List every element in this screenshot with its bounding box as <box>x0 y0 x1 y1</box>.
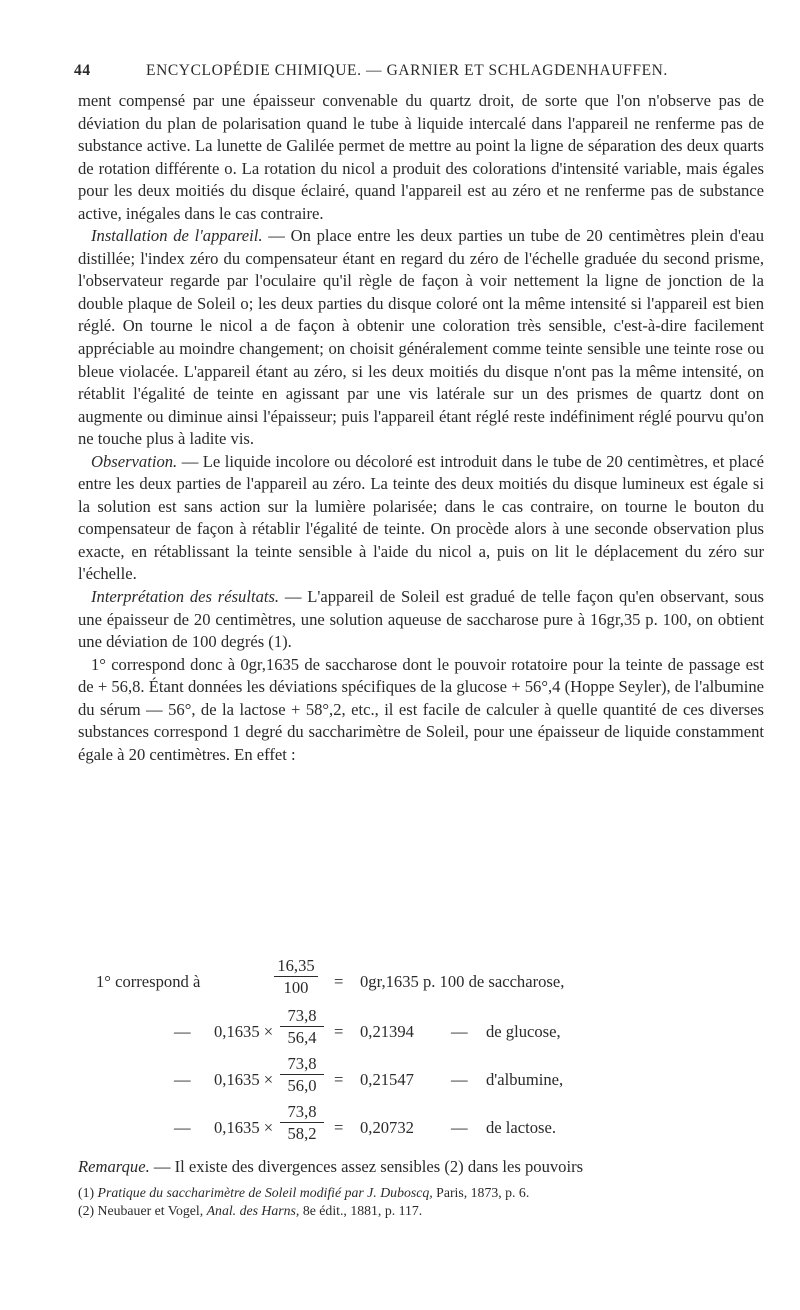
fraction-bar <box>280 1026 324 1027</box>
formula-substance: d'albumine, <box>486 1070 564 1089</box>
page-number: 44 <box>74 62 91 79</box>
formula-row-albumine <box>78 1054 764 1102</box>
section-heading: Installation de l'appareil. <box>91 226 263 246</box>
formula-row-lactose <box>78 1102 764 1150</box>
equals-sign: = <box>334 1118 344 1137</box>
formula-dash: — <box>451 1118 468 1137</box>
remark-text: — Il existe des divergences assez sensibles (2) dans les pouvoirs <box>149 1157 584 1176</box>
footnote-1 <box>78 1184 768 1202</box>
paragraph-text: 1° correspond donc à 0gr,1635 de saccharose dont le pouvoir rotatoire pour la teinte de passage est de + 56,8. Étant données les déviations spécifiques de la glucose + 56°,4 (Hoppe Seyler), de l'albumine du sérum — 56°, de la lactose + 58°,2, etc., il est facile de calculer à quelle quantité de ces diverses substances correspond 1 degré du saccharimètre de Soleil, pour une épaisseur de liquide constamment égale à 20 centimètres. En effet : <box>78 654 764 764</box>
fraction <box>278 1006 326 1047</box>
footnotes <box>78 1184 768 1220</box>
fraction-bar <box>280 1122 324 1123</box>
remark-heading: Remarque. <box>78 1157 150 1176</box>
equals-sign: = <box>334 1022 344 1041</box>
paragraph-interpretation <box>78 586 764 654</box>
fraction-denominator: 100 <box>283 978 309 997</box>
paragraph-continuation <box>78 90 764 225</box>
fraction-denominator: 58,2 <box>287 1124 317 1143</box>
footnote-2 <box>78 1202 768 1220</box>
fraction-denominator: 56,4 <box>287 1028 317 1047</box>
formula-prefix: — <box>174 1118 191 1137</box>
formula-dash: — <box>451 1022 468 1041</box>
formula-result: 0,21394 <box>360 1022 414 1041</box>
section-heading: Observation. <box>91 451 178 471</box>
remark-line <box>78 1156 768 1178</box>
section-heading: Interprétation des résultats. <box>91 587 280 607</box>
footnote-text: 8e édit., 1881, p. 117. <box>299 1203 423 1218</box>
formula-result: 0gr,1635 p. 100 de saccharose, <box>360 972 565 991</box>
formula-multiplier: 0,1635 × <box>214 1022 274 1041</box>
fraction <box>278 1054 326 1095</box>
formula-row-saccharose <box>78 956 764 1004</box>
body-text <box>78 90 764 766</box>
formula-substance: de lactose. <box>486 1118 557 1137</box>
paragraph-observation <box>78 451 764 586</box>
footnote-title: Anal. des Harns, <box>206 1203 300 1218</box>
footnote-title: Pratique du saccharimètre de Soleil modifié par J. Duboscq, <box>97 1185 433 1200</box>
fraction-numerator: 16,35 <box>277 956 315 975</box>
formula-prefix: — <box>174 1022 191 1041</box>
fraction <box>278 1102 326 1143</box>
page-header <box>74 62 764 86</box>
formula-dash: — <box>451 1070 468 1089</box>
paragraph-text: ment compensé par une épaisseur convenable du quartz droit, de sorte que l'on n'observe pas de déviation du plan de polarisation quand le tube à liquide intercalé dans l'appareil ne renferme pas de substance active. La lunette de Galilée permet de mettre au point la ligne de séparation des deux quarts de rotation différente o. La rotation du nicol a produit des colorations d'intensité variable, mais égales pour les deux moitiés du disque éclairé, quand l'appareil est au zéro et ne renferme pas de substance active, inégales dans le cas contraire. <box>78 91 764 223</box>
formula-multiplier: 0,1635 × <box>214 1118 274 1137</box>
formula-prefix: — <box>174 1070 191 1089</box>
fraction-denominator: 56,0 <box>287 1076 317 1095</box>
formula-multiplier: 0,1635 × <box>214 1070 274 1089</box>
fraction-numerator: 73,8 <box>287 1102 317 1121</box>
running-title: ENCYCLOPÉDIE CHIMIQUE. — GARNIER ET SCHLAGDENHAUFFEN. <box>146 62 668 79</box>
footnote-mark: (2) <box>78 1203 95 1218</box>
paragraph-text: — On place entre les deux parties un tube de 20 centimètres plein d'eau distillée; l'index zéro du compensateur étant en regard du zéro de l'échelle graduée du second prisme, l'observateur regarde par l'oculaire qu'il règle de façon à voir nettement la ligne de jonction de la double plaque de Soleil o; les deux parties du disque coloré ont la même intensité si l'appareil est bien réglé. On tourne le nicol a de façon à obtenir une coloration très sensible, c'est-à-dire facilement appréciable au moindre changement; on choisit généralement comme teinte sensible une teinte rose ou bleue violacée. L'appareil étant au zéro, si les deux moitiés du disque n'ont pas la même intensité, on rétablit l'égalité de teinte en agissant par une vis latérale sur un des prismes de quartz dont on augmente ou diminue ainsi l'épaisseur; puis l'appareil étant réglé reste indéfiniment réglé pourvu qu'on ne touche plus à ladite vis. <box>78 226 764 449</box>
equals-sign: = <box>334 972 344 991</box>
formula-block <box>78 956 764 1156</box>
paragraph-installation <box>78 225 764 450</box>
fraction-bar <box>274 976 318 977</box>
paragraph-calculation <box>78 654 764 767</box>
footnote-mark: (1) <box>78 1185 95 1200</box>
formula-row-glucose <box>78 1006 764 1054</box>
fraction <box>272 956 320 997</box>
formula-result: 0,21547 <box>360 1070 414 1089</box>
fraction-bar <box>280 1074 324 1075</box>
footnote-authors: Neubauer et Vogel, <box>94 1203 207 1218</box>
formula-substance: de glucose, <box>486 1022 561 1041</box>
footnote-text: Paris, 1873, p. 6. <box>432 1185 530 1200</box>
fraction-numerator: 73,8 <box>287 1054 317 1073</box>
formula-result: 0,20732 <box>360 1118 414 1137</box>
paragraph-text: — Le liquide incolore ou décoloré est introduit dans le tube de 20 centimètres, et placé entre les deux parties de l'appareil au zéro. La teinte des deux moitiés du disque lumineux est égale si la solution est sans action sur la lumière polarisée; dans le cas contraire, on tourne le bouton du compensateur de façon à rétablir l'égalité de teinte. On procède alors à une seconde observation plus exacte, en rétablissant la teinte sensible à l'aide du nicol a, puis on lit le déplacement du zéro sur l'échelle. <box>78 451 764 584</box>
formula-prefix: 1° correspond à <box>96 972 201 991</box>
paragraph-text: — L'appareil de Soleil est gradué de telle façon qu'en observant, sous une épaisseur de 20 centimètres, une solution aqueuse de saccharose pure à 16gr,35 p. 100, on obtient une déviation de 100 degrés (1). <box>78 587 765 652</box>
fraction-numerator: 73,8 <box>287 1006 317 1025</box>
equals-sign: = <box>334 1070 344 1089</box>
